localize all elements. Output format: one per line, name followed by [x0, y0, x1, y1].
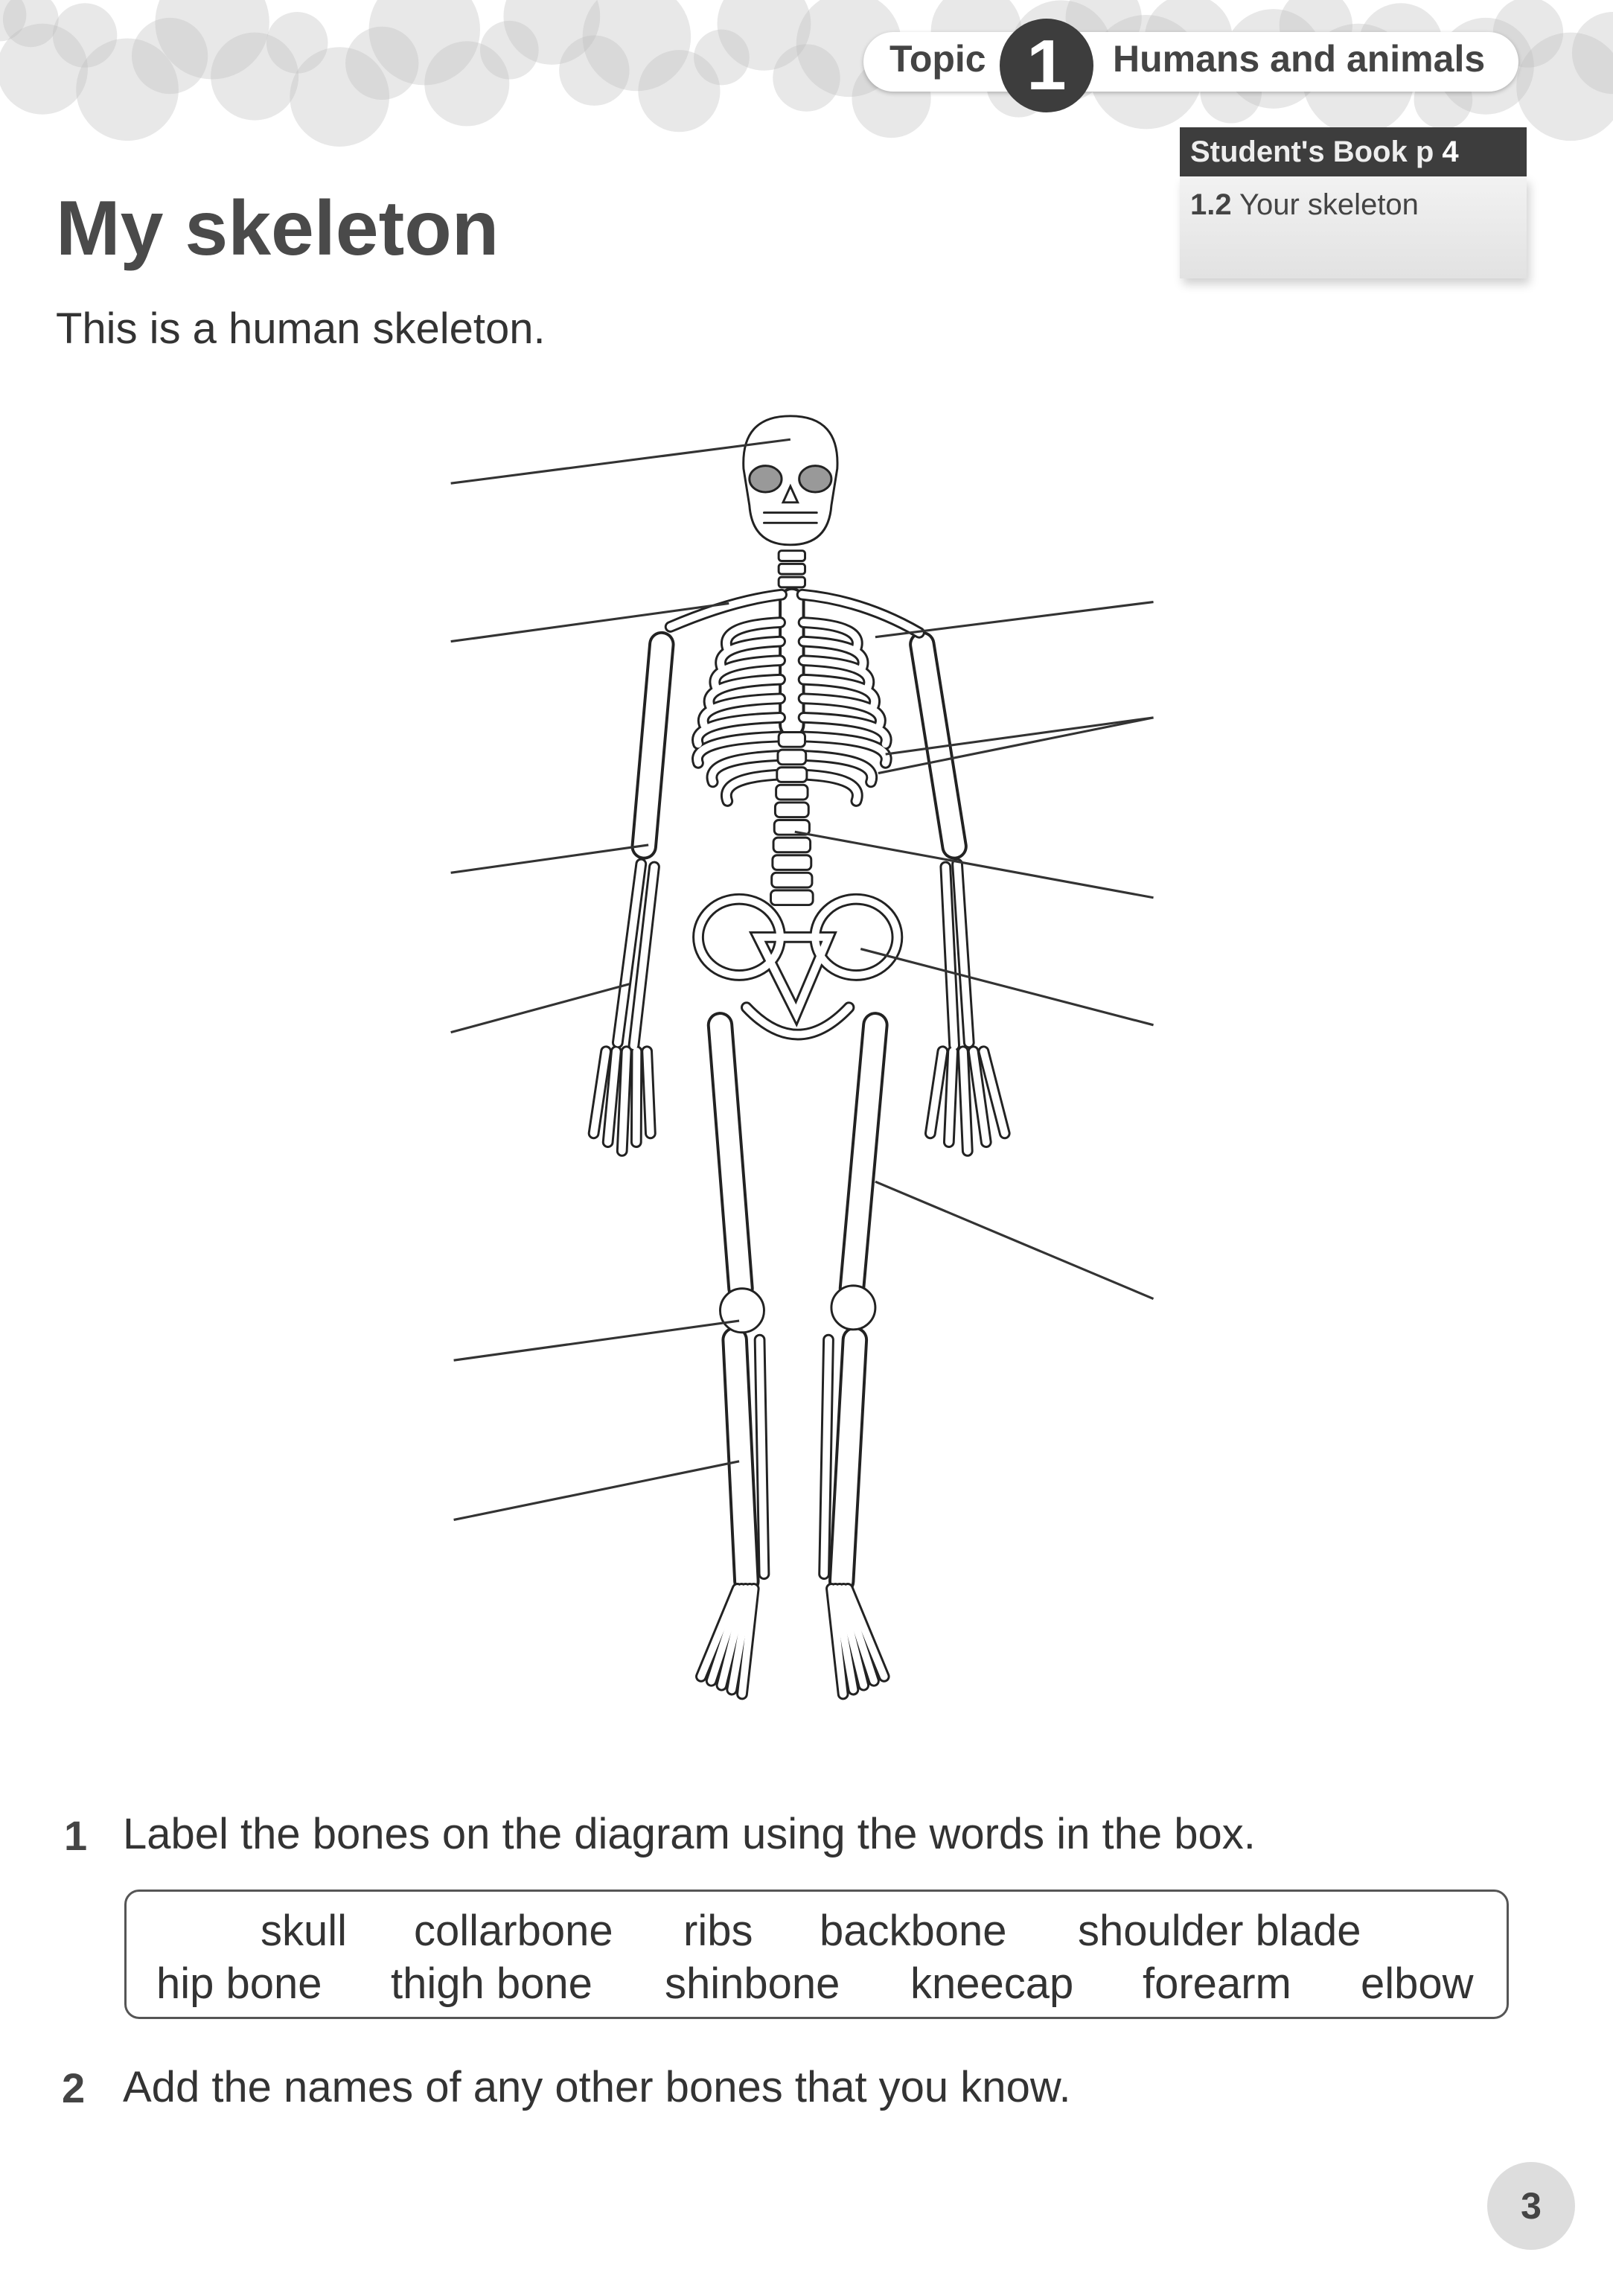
word-ribs: ribs — [683, 1907, 753, 1955]
section-title: Your skeleton — [1239, 188, 1419, 221]
skull — [744, 416, 837, 545]
question-2-number: 2 — [62, 2064, 86, 2111]
question-1-text: Label the bones on the diagram using the words in the box. — [123, 1810, 1256, 1858]
word-skull: skull — [261, 1907, 348, 1955]
word-shoulder-blade: shoulder blade — [1078, 1907, 1361, 1955]
page-title: My skeleton — [56, 185, 499, 272]
kneecap-right — [831, 1286, 875, 1330]
word-forearm: forearm — [1143, 1959, 1291, 2008]
word-thigh-bone: thigh bone — [391, 1959, 593, 2008]
question-1-number: 1 — [64, 1812, 88, 1859]
word-collarbone: collarbone — [414, 1907, 613, 1955]
page-number: 3 — [1487, 2162, 1575, 2250]
topic-label: Topic — [889, 38, 986, 80]
skeleton-diagram — [594, 416, 1005, 1694]
topic-title: Humans and animals — [1113, 38, 1486, 80]
section-number: 1.2 — [1190, 188, 1232, 221]
question-2-text: Add the names of any other bones that you know. — [123, 2063, 1071, 2111]
word-backbone: backbone — [820, 1907, 1007, 1955]
book-page: 4 — [1442, 135, 1459, 168]
word-elbow: elbow — [1361, 1959, 1474, 2008]
word-shinbone: shinbone — [665, 1959, 840, 2008]
book-reference — [1180, 127, 1527, 176]
word-kneecap: kneecap — [910, 1959, 1074, 2008]
book-label: Student's Book p — [1190, 135, 1434, 168]
word-hip-bone: hip bone — [156, 1959, 322, 2008]
kneecap-left — [720, 1289, 764, 1333]
topic-number: 1 — [1000, 19, 1093, 112]
section-reference — [1180, 176, 1527, 278]
intro-text: This is a human skeleton. — [56, 304, 546, 353]
